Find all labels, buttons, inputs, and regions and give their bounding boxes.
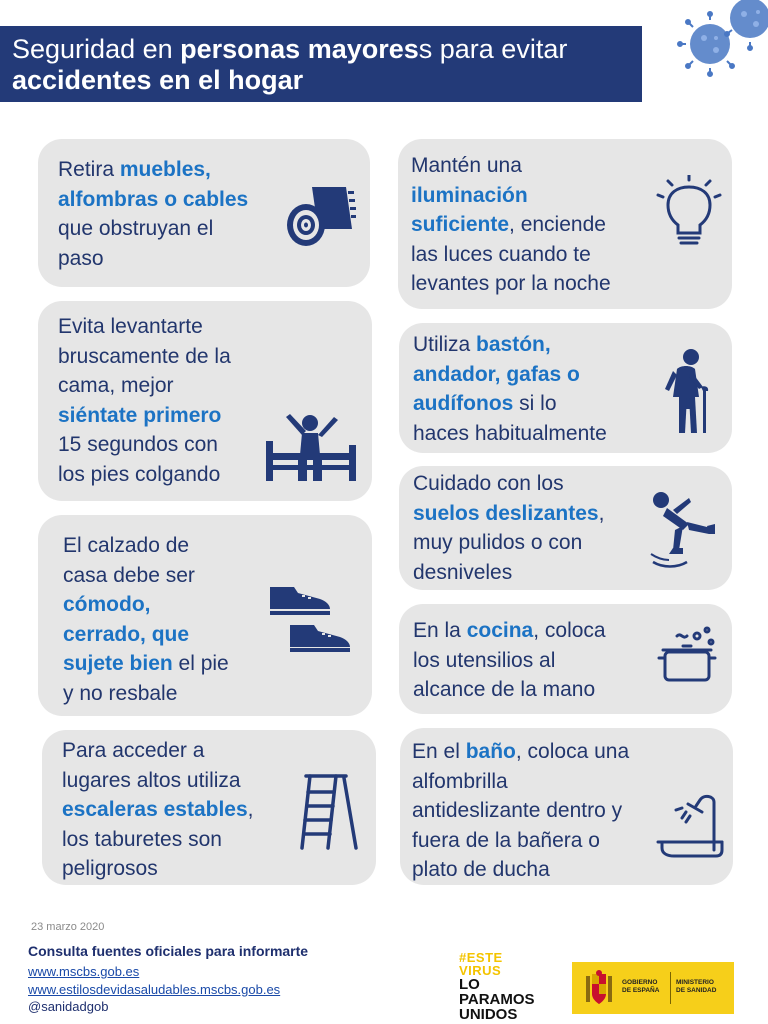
tip-text-lighting: Mantén una iluminación suficiente, enciende las luces cuando te levantes por la noche [411,154,611,295]
tip-card-furniture [38,139,370,287]
government-logo [572,962,734,1014]
campaign-line-2: VIRUS [459,963,502,978]
campaign-line-3: LO [459,976,480,993]
tip-card-bathroom [400,728,733,885]
footer-links [28,963,280,1016]
campaign-logo [459,951,569,1022]
coat-of-arms-icon [582,970,616,1008]
tip-card-slippery-floors [399,466,732,590]
link-mscbs[interactable]: www.mscbs.gob.es [28,964,140,979]
person-slipping-icon [649,488,717,570]
shoes-icon [268,581,356,653]
divider [670,972,671,1004]
shower-bathtub-icon [656,792,724,862]
cooking-pot-icon [657,622,719,686]
tip-card-lighting [398,139,732,309]
tip-text-getting-up: Evita levantarte bruscamente de la cama, mejor siéntate primero 15 segundos con los pies colgando [58,315,231,486]
lightbulb-icon [656,175,722,251]
tip-card-getting-up [38,301,372,501]
step-ladder-icon [300,774,360,850]
title-banner [0,26,642,102]
tip-text-footwear: El calzado de casa debe ser cómodo, cerrado, que sujete bien el pie y no resbale [63,534,229,705]
tip-text-walking-aids: Utiliza bastón, andador, gafas o audífonos si lo haces habitualmente [413,333,607,445]
tip-card-walking-aids [399,323,732,453]
campaign-line-5: UNIDOS [459,1006,518,1023]
campaign-line-1: #ESTE [459,950,503,965]
virus-icon [672,0,768,82]
page-title-line-1: Seguridad en personas mayoress para evitar [12,34,568,64]
person-sitting-on-bed-icon [264,411,358,483]
consult-heading: Consulta fuentes oficiales para informarte [28,943,309,959]
tip-text-slippery-floors: Cuidado con los suelos deslizantes, muy pulidos o con desniveles [413,472,605,584]
social-handle: @sanidadgob [28,999,109,1014]
tip-card-ladders [42,730,376,885]
link-estilos-de-vida[interactable]: www.estilosdevidasaludables.mscbs.gob.es [28,981,281,997]
tip-text-bathroom: En el baño, coloca una alfombrilla antideslizante dentro y fuera de la bañera o plato de ducha [412,740,630,881]
tip-text-kitchen: En la cocina, coloca los utensilios al alcance de la mano [413,619,606,701]
rolled-rug-icon [282,179,356,251]
tip-text-furniture: Retira muebles, alfombras o cables que obstruyan el paso [58,158,249,270]
tip-card-kitchen [399,604,732,714]
page-title-line-2: accidentes en el hogar [12,65,304,95]
elderly-person-with-cane-icon [661,347,713,437]
publication-date: 23 marzo 2020 [31,921,105,933]
campaign-line-4: PARAMOS [459,991,535,1008]
tip-card-footwear [38,515,372,716]
tip-text-ladders: Para acceder a lugares altos utiliza escaleras estables, los taburetes son peligrosos [62,739,254,880]
ministry-name: MINISTERIO DE SANIDAD [676,979,717,994]
government-name: GOBIERNO DE ESPAÑA [622,979,660,994]
